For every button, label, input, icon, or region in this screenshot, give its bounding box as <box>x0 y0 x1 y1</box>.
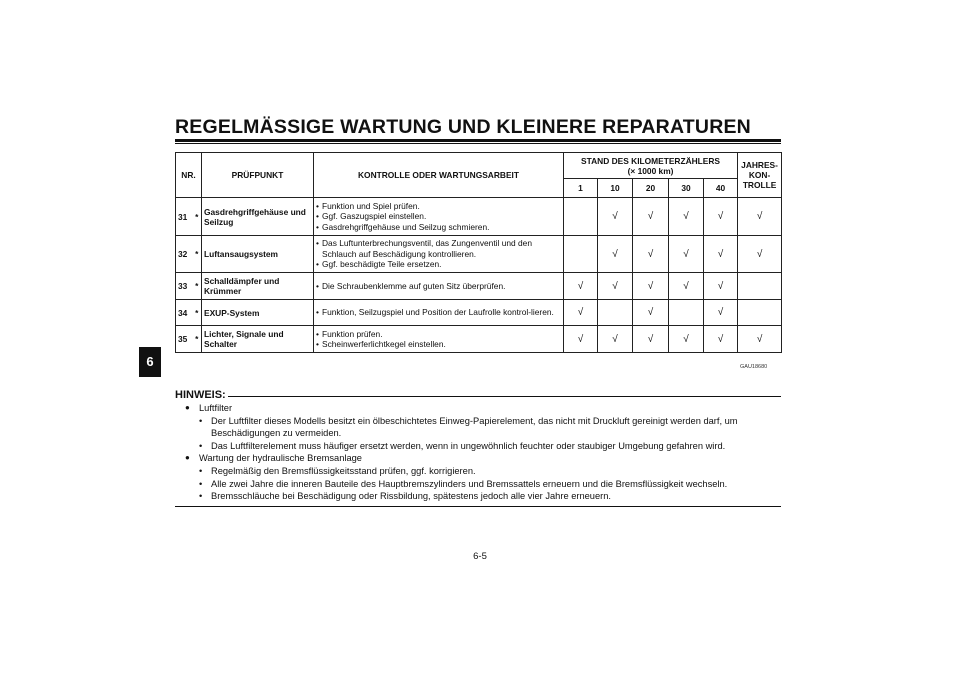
bullet-dot-icon: • <box>199 478 203 489</box>
check-mark: √ <box>633 198 669 236</box>
work-description: • Die Schraubenklemme auf guten Sitz überprüfen. <box>314 273 564 300</box>
check-mark: √ <box>704 236 738 273</box>
check-mark: √ <box>633 326 669 353</box>
check-mark: √ <box>669 326 704 353</box>
check-mark <box>598 300 633 326</box>
check-mark: √ <box>564 300 598 326</box>
header-km: 1 <box>564 179 598 198</box>
notes-bottom-rule <box>175 506 781 507</box>
table-row <box>176 273 782 300</box>
work-line: Die Schraubenklemme auf guten Sitz überprüfen. <box>322 280 506 291</box>
title-rule <box>175 139 781 142</box>
maintenance-table <box>175 152 782 353</box>
work-line: Scheinwerferlichtkegel einstellen. <box>322 339 446 349</box>
header-odometer-line1: STAND DES KILOMETERZÄHLERS <box>581 155 721 166</box>
check-mark: √ <box>598 326 633 353</box>
check-mark: √ <box>598 236 633 273</box>
check-item: Luftansaugsystem <box>202 236 314 273</box>
reference-code: GAU18680 <box>740 364 768 370</box>
check-mark: √ <box>564 326 598 353</box>
list-item <box>185 490 781 503</box>
bullet-circle-icon: ● <box>185 453 190 463</box>
work-line: Ggf. beschädigte Teile ersetzen. <box>322 259 442 270</box>
list-item-text: Alle zwei Jahre die inneren Bauteile des Hauptbremszylinders und Bremssattels erneuern und die Bremsflüssigkeit wechseln. <box>211 478 728 489</box>
bullet-dot-icon: • <box>199 491 203 502</box>
work-description: • Funktion prüfen. • Scheinwerferlichtkegel einstellen. <box>314 326 564 353</box>
check-mark <box>738 300 782 326</box>
check-mark: √ <box>564 273 598 300</box>
header-km: 20 <box>633 179 669 198</box>
dealer-star: * <box>193 300 202 326</box>
list-item-text: Der Luftfilter dieses Modells besitzt ein ölbeschichtetes Einweg-Papierelement, das nicht mit Druckluft gereinigt werden darf, um Beschädigungen zu vermeiden. <box>211 415 738 439</box>
dealer-star: * <box>193 273 202 300</box>
check-item: EXUP-System <box>202 300 314 326</box>
work-line: Funktion und Spiel prüfen. <box>322 200 420 211</box>
table-row <box>176 326 782 353</box>
dealer-star: * <box>193 326 202 353</box>
check-mark: √ <box>669 273 704 300</box>
header-annual <box>738 153 782 198</box>
notes-section-title: Wartung der hydraulische Bremsanlage <box>199 453 362 464</box>
header-odometer <box>564 153 738 179</box>
list-item-text: Regelmäßig den Bremsflüssigkeitsstand prüfen, ggf. korrigieren. <box>211 465 476 476</box>
check-mark <box>669 300 704 326</box>
check-mark: √ <box>704 300 738 326</box>
row-number: 31 <box>176 198 193 236</box>
header-km: 30 <box>669 179 704 198</box>
notes-heading: HINWEIS: <box>175 389 226 401</box>
header-annual-line3: TROLLE <box>742 180 777 190</box>
work-description: • Das Luftunterbrechungsventil, das Zungenventil und den Schlauch auf Beschädigung kontrollieren. • Ggf. beschädigte Teile ersetzen. <box>314 236 564 273</box>
list-item-text: Das Luftfilterelement muss häufiger ersetzt werden, wenn in ungewöhnlich feuchter oder staubiger Umgebung gefahren wird. <box>211 440 726 451</box>
check-item: Lichter, Signale und Schalter <box>202 326 314 353</box>
chapter-tab: 6 <box>139 347 161 377</box>
notes-section <box>185 402 781 415</box>
work-line: Funktion, Seilzugspiel und Position der Laufrolle kontrol-lieren. <box>322 307 554 318</box>
check-mark: √ <box>598 198 633 236</box>
check-item: Gasdrehgriffgehäuse und Seilzug <box>202 198 314 236</box>
header-annual-line1: JAHRES- <box>741 160 778 170</box>
row-number: 32 <box>176 236 193 273</box>
check-mark: √ <box>738 326 782 353</box>
table-row <box>176 300 782 326</box>
header-annual-line2: KON- <box>748 170 771 180</box>
check-mark: √ <box>704 198 738 236</box>
notes-section-title: Luftfilter <box>199 403 233 413</box>
bullet-dot-icon: • <box>199 415 203 426</box>
header-odometer-line2: (× 1000 km) <box>627 165 674 176</box>
check-mark: √ <box>738 236 782 273</box>
notes-body <box>185 402 781 503</box>
work-description: • Funktion und Spiel prüfen. • Ggf. Gaszugspiel einstellen. • Gasdrehgriffgehäuse und Seilzug schmieren. <box>314 198 564 236</box>
notes-heading-rule <box>228 396 781 397</box>
header-km: 40 <box>704 179 738 198</box>
bullet-dot-icon: • <box>199 465 203 476</box>
work-line: Funktion prüfen. <box>322 328 383 339</box>
check-mark: √ <box>669 198 704 236</box>
check-mark: √ <box>598 273 633 300</box>
list-item-text: Bremsschläuche bei Beschädigung oder Rissbildung, spätestens jedoch alle vier Jahre erneuern. <box>211 491 612 502</box>
list-item <box>185 465 781 478</box>
dealer-star: * <box>193 236 202 273</box>
bullet-dot-icon: • <box>199 440 203 451</box>
page-number: 6-5 <box>473 551 487 562</box>
notes-section <box>185 452 781 465</box>
check-mark: √ <box>704 326 738 353</box>
row-number: 35 <box>176 326 193 353</box>
table-row <box>176 198 782 236</box>
header-km: 10 <box>598 179 633 198</box>
check-mark: √ <box>669 236 704 273</box>
table-row <box>176 236 782 273</box>
work-line: Das Luftunterbrechungsventil, das Zungenventil und den Schlauch auf Beschädigung kontrollieren. <box>322 238 532 259</box>
check-mark: √ <box>704 273 738 300</box>
check-mark <box>738 273 782 300</box>
check-item: Schalldämpfer und Krümmer <box>202 273 314 300</box>
list-item <box>185 478 781 491</box>
title-rule-thin <box>175 143 781 144</box>
work-line: Gasdrehgriffgehäuse und Seilzug schmieren. <box>322 221 490 232</box>
check-mark: √ <box>633 273 669 300</box>
bullet-circle-icon: ● <box>185 403 190 412</box>
work-line: Ggf. Gaszugspiel einstellen. <box>322 211 427 222</box>
header-nr: NR. <box>176 153 202 198</box>
list-item <box>185 415 781 440</box>
check-mark: √ <box>633 300 669 326</box>
dealer-star: * <box>193 198 202 236</box>
check-mark <box>564 198 598 236</box>
header-item: PRÜFPUNKT <box>202 153 314 198</box>
header-work: KONTROLLE ODER WARTUNGSARBEIT <box>314 153 564 198</box>
list-item <box>185 440 781 453</box>
row-number: 33 <box>176 273 193 300</box>
check-mark <box>564 236 598 273</box>
check-mark: √ <box>633 236 669 273</box>
work-description: • Funktion, Seilzugspiel und Position der Laufrolle kontrol-lieren. <box>314 300 564 326</box>
check-mark: √ <box>738 198 782 236</box>
page-title: REGELMÄSSIGE WARTUNG UND KLEINERE REPARATUREN <box>175 116 751 138</box>
row-number: 34 <box>176 300 193 326</box>
